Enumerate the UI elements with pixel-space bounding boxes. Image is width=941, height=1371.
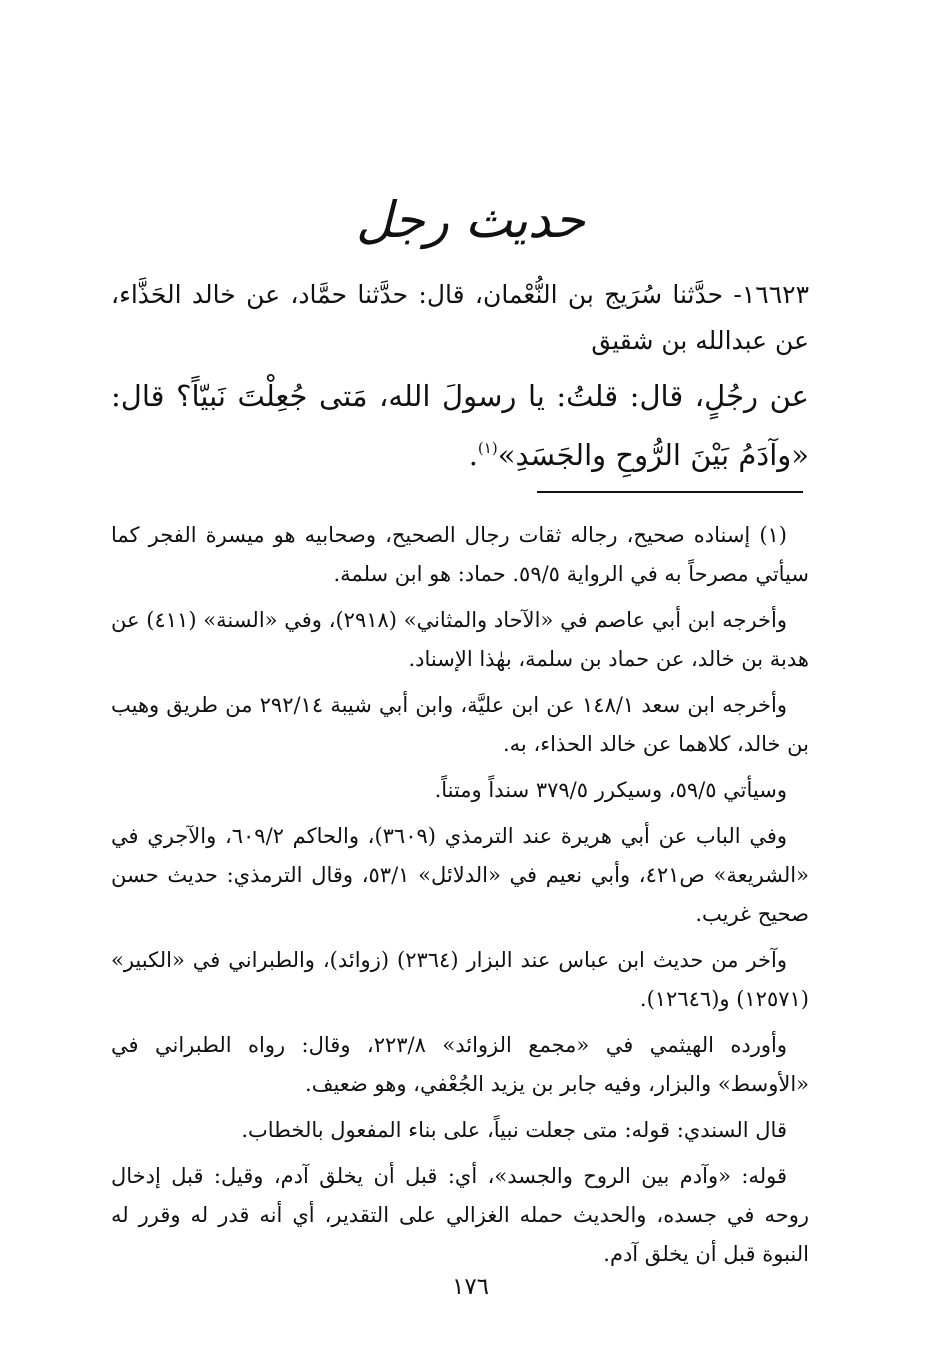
footnote-paragraph: وفي الباب عن أبي هريرة عند الترمذي (٣٦٠٩)، والحاكم ٦٠٩/٢، والآجري في «الشريعة» ص٤٢١، وأبي نعيم في «الدلائل» ٥٣/١، وقال الترمذي: حديث حسن صحيح غريب.: [111, 824, 809, 926]
hadith-isnad: ١٦٦٢٣- حدَّثنا سُرَيج بن النُّعْمان، قال: حدَّثنا حمَّاد، عن خالد الحَذَّاء، عن عبدالله بن شقيق: [111, 280, 809, 355]
footnote-paragraph: قوله: «وآدم بين الروح والجسد»، أي: قبل أن يخلق آدم، وقيل: قبل إدخال روحه في جسده، والحديث حمله الغزالي على التقدير، أي أنه قدر له وقرر له النبوة قبل أن يخلق آدم.: [111, 1164, 809, 1266]
footnote-paragraph: وآخر من حديث ابن عباس عند البزار (٢٣٦٤) (زوائد)، والطبراني في «الكبير» (١٢٥٧١) و(١٢٦٤٦).: [111, 948, 809, 1011]
footnote-paragraph: وأورده الهيثمي في «مجمع الزوائد» ٢٢٣/٨، وقال: رواه الطبراني في «الأوسط» والبزار، وفيه جابر بن يزيد الجُعْفي، وهو ضعيف.: [111, 1033, 809, 1096]
hadith-matn-text: عن رجُلٍ، قال: قلتُ: يا رسولَ الله، مَتى جُعِلْتَ نَبيّاً؟ قال: «وآدَمُ بَيْنَ الرُّوحِ والجَسَدِ»: [111, 379, 809, 472]
matn-end-dot: .: [468, 438, 478, 472]
footnote-separator: [537, 491, 803, 493]
footnote-reference: (١): [477, 439, 498, 457]
footnotes-section: [111, 516, 809, 1281]
footnote-paragraph: (١) إسناده صحيح، رجاله ثقات رجال الصحيح، وصحابيه هو ميسرة الفجر كما سيأتي مصرحاً به في الرواية ٥٩/٥. حماد: هو ابن سلمة.: [111, 523, 809, 586]
footnote-paragraph: قال السندي: قوله: متى جعلت نبياً، على بناء المفعول بالخطاب.: [241, 1118, 787, 1142]
chapter-title: حديث رجل: [356, 191, 585, 249]
hadith-matn: [111, 370, 809, 481]
footnote-paragraph: وأخرجه ابن أبي عاصم في «الآحاد والمثاني» (٢٩١٨)، وفي «السنة» (٤١١) عن هدبة بن خالد، عن حماد بن سلمة، بهٰذا الإسناد.: [111, 608, 809, 671]
footnote-paragraph: وأخرجه ابن سعد ١٤٨/١ عن ابن عليَّة، وابن أبي شيبة ٢٩٢/١٤ من طريق وهيب بن خالد، كلاهما عن خالد الحذاء، به.: [111, 693, 809, 756]
footnote-paragraph: وسيأتي ٥٩/٥، وسيكرر ٣٧٩/٥ سنداً ومتناً.: [434, 778, 787, 802]
page-number: ١٧٦: [451, 1274, 490, 1300]
